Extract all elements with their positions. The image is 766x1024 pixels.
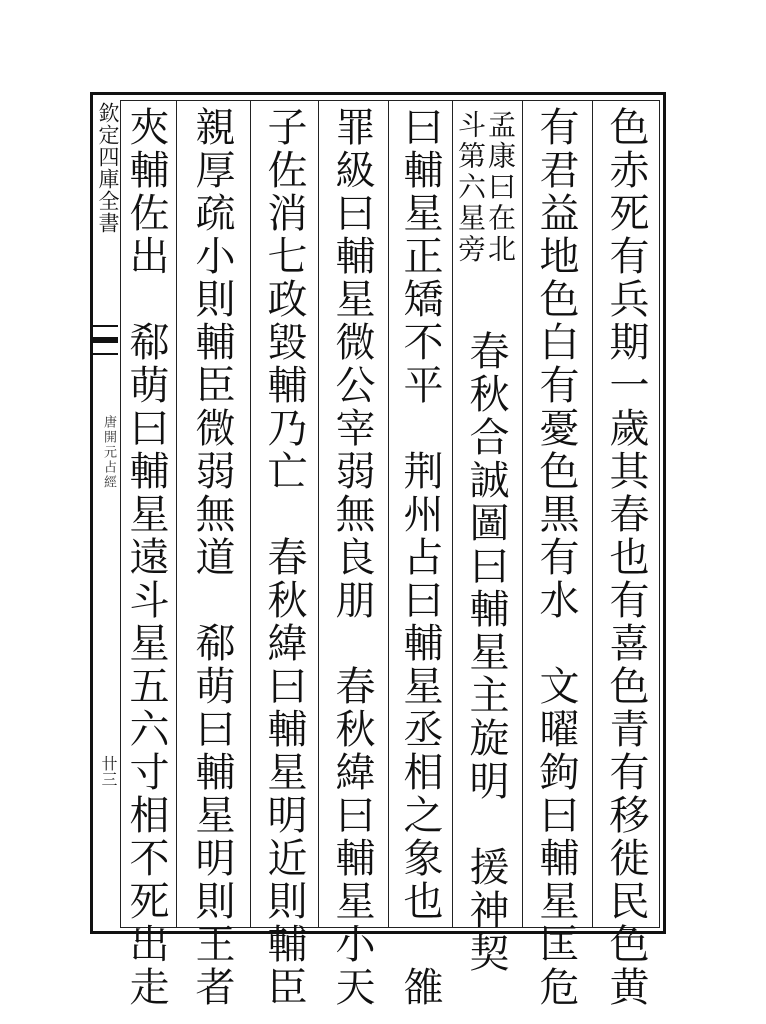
column-rule	[250, 100, 251, 928]
book-series-title: 欽定四庫全書	[96, 102, 120, 234]
text-column-3: 春秋合誠圖曰輔星主旋明 援神契	[463, 330, 509, 975]
annotation-column-1: 孟康曰在北	[484, 110, 517, 265]
page-number: 卄三	[99, 755, 118, 787]
column-rule	[176, 100, 177, 928]
text-column-8: 夾輔佐出 郗萌曰輔星遠斗星五六寸相不死出走	[123, 106, 169, 1009]
column-rule	[592, 100, 593, 928]
column-rule	[452, 100, 453, 928]
annotation-column-2: 斗第六星旁	[454, 110, 487, 265]
text-column-1: 色赤死有兵期一歲其春也有喜色青有移徙民色黄	[603, 106, 649, 1009]
text-column-2: 有君益地色白有憂色黒有水 文曜鉤曰輔星匡危	[533, 106, 579, 1009]
fishtail-mark	[92, 325, 118, 355]
text-column-5: 罪級曰輔星微公宰弱無良朋 春秋緯曰輔星小天	[329, 106, 375, 1009]
book-title: 唐開元占經	[101, 415, 116, 490]
column-rule	[318, 100, 319, 928]
column-rule	[522, 100, 523, 928]
text-column-4: 曰輔星正矯不平 荆州占曰輔星丞相之象也 雒	[397, 106, 443, 1009]
text-column-6: 子佐消七政毀輔乃亡 春秋緯曰輔星明近則輔臣	[261, 106, 307, 1009]
text-column-7: 親厚疏小則輔臣微弱無道 郗萌曰輔星明則王者	[189, 106, 235, 1009]
column-rule	[388, 100, 389, 928]
